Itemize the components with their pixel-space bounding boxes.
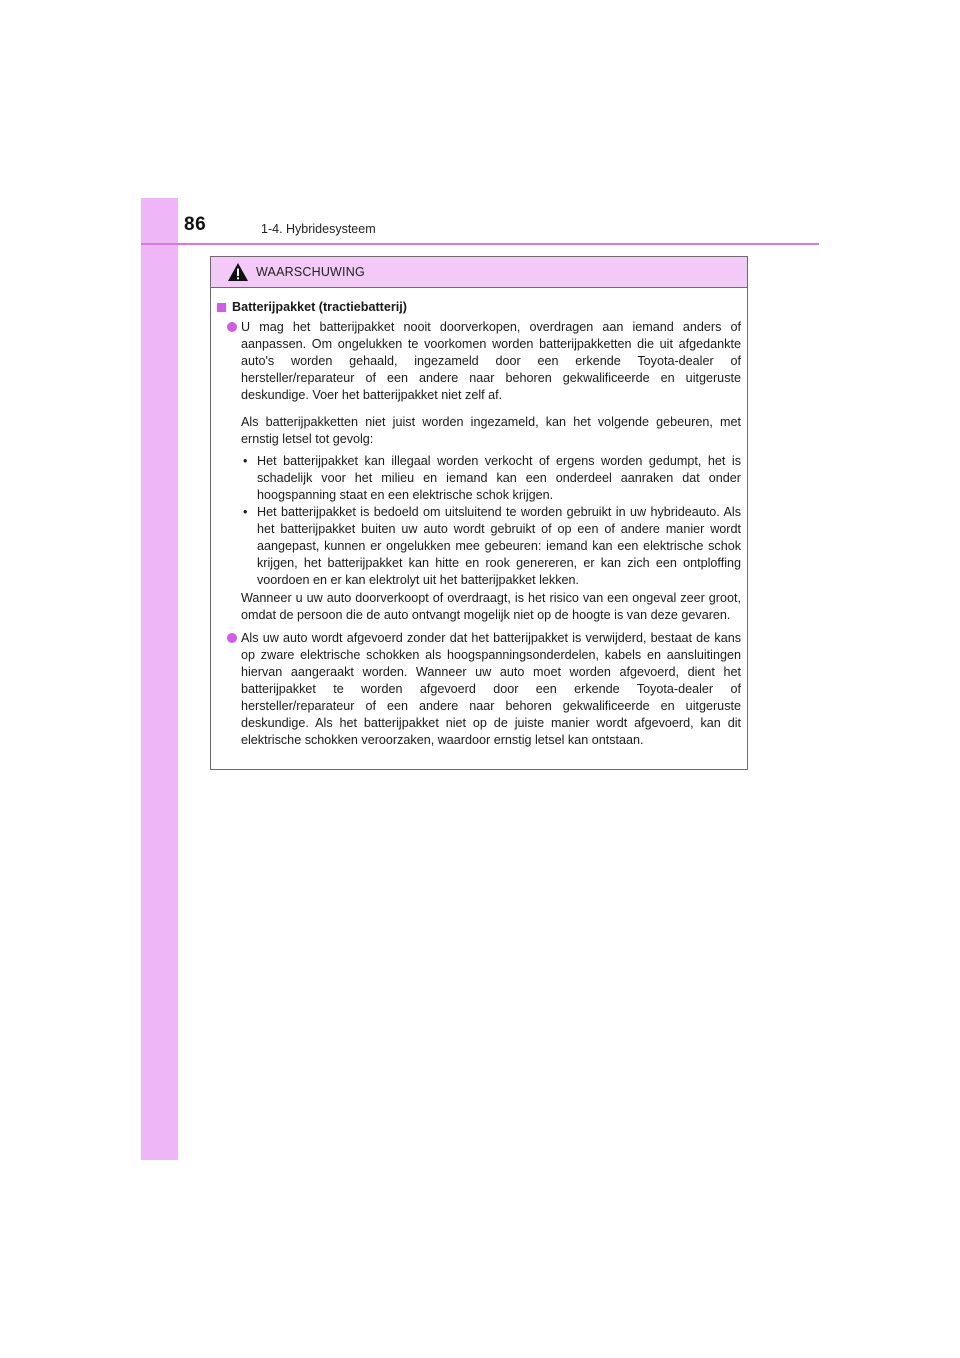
dash-list <box>241 453 741 590</box>
header-rule <box>141 243 819 245</box>
dash-list-item <box>241 504 741 589</box>
warning-header <box>211 257 747 288</box>
warning-triangle-icon <box>227 262 249 282</box>
list-item <box>217 630 741 750</box>
paragraph: Als batterijpakketten niet juist worden ingezameld, kan het volgende gebeuren, met ernstig letsel tot gevolg: <box>241 414 741 446</box>
dash-item-text: Het batterijpakket kan illegaal worden verkocht of ergens worden gedumpt, het is schadelijk voor het milieu en iemand kan een onderdeel aanraken dat onder hoogspanning staat en een elektrische schok krijgen. <box>257 453 741 502</box>
section-title: 1-4. Hybridesysteem <box>261 222 376 236</box>
list-item <box>217 319 741 624</box>
dash-item-text: Het batterijpakket is bedoeld om uitsluitend te worden gebruikt in uw hybrideauto. Als het batterijpakket buiten uw auto wordt gebruikt of op een of andere manier wordt aangepast, kunnen er ongelukken mee gebeuren: iemand kan een elektrische schok krijgen, het batterijpakket kan hitte en rook genereren, er kan zich een ontploffing voordoen en er kan elektrolyt uit het batterijpakket lekken. <box>257 505 741 588</box>
warning-box <box>210 256 748 770</box>
paragraph: Wanneer u uw auto doorverkoopt of overdraagt, is het risico van een ongeval zeer groot, omdat de persoon die de auto ontvangt mogelijk niet op de hoogte is van deze gevaren. <box>241 590 741 622</box>
paragraph: U mag het batterijpakket nooit doorverkopen, overdragen aan iemand anders of aanpassen. Om ongelukken te voorkomen worden batterijpakketten die uit afgedankte auto's worden gehaald, ingezameld door een erkende Toyota-dealer of hersteller/reparateur of een andere naar behoren gekwalificeerde en uitgeruste deskundige. Voer het batterijpakket niet zelf af. <box>241 320 741 403</box>
page-number: 86 <box>184 214 207 235</box>
bullet-dot-icon: • <box>243 453 248 468</box>
square-bullet-icon <box>217 303 226 312</box>
warning-label: WAARSCHUWING <box>256 265 365 279</box>
warning-heading-text: Batterijpakket (tractiebatterij) <box>232 300 407 314</box>
circle-bullet-icon <box>227 633 237 643</box>
dash-list-item <box>241 453 741 504</box>
warning-heading <box>217 299 741 316</box>
bullet-dot-icon: • <box>243 505 248 520</box>
paragraph: Als uw auto wordt afgevoerd zonder dat het batterijpakket is verwijderd, bestaat de kans op zware elektrische schokken als hoogspanningsonderdelen, kabels en aansluitingen hiervan aangeraakt worden. Wanneer uw auto moet worden afgevoerd, dient het batterijpakket te worden afgevoerd door een erkende Toyota-dealer of hersteller/reparateur of een andere naar behoren gekwalificeerde en uitgeruste deskundige. Als het batterijpakket niet op de juiste manier wordt afgevoerd, kan dit elektrische schokken veroorzaken, waardoor ernstig letsel kan ontstaan. <box>241 630 741 748</box>
chapter-side-tab <box>141 198 178 1160</box>
circle-bullet-icon <box>227 322 237 332</box>
warning-body <box>211 288 747 749</box>
